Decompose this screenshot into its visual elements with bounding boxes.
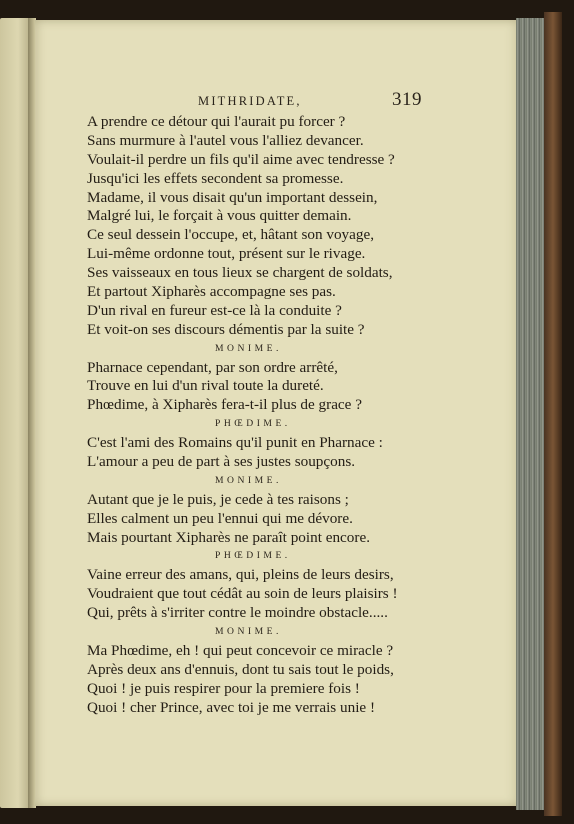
verse-line: Elles calment un peu l'ennui qui me dévore. bbox=[87, 509, 353, 527]
verse-line: Ma Phœdime, eh ! qui peut concevoir ce miracle ? bbox=[87, 641, 394, 659]
verse-line: Et partout Xipharès accompagne ses pas. bbox=[87, 283, 336, 301]
verse-line: Lui-même ordonne tout, présent sur le rivage. bbox=[87, 245, 366, 263]
facing-page-edge bbox=[0, 18, 30, 808]
verse-line: Autant que je le puis, je cede à tes raisons ; bbox=[87, 490, 349, 508]
verse-line: L'amour a peu de part à ses justes soupçons. bbox=[87, 453, 356, 471]
verse-line: A prendre ce détour qui l'aurait pu forcer ? bbox=[87, 113, 346, 130]
verse-line: Malgré lui, le forçait à vous quitter demain. bbox=[87, 207, 352, 225]
speaker-name: MONIME. bbox=[215, 626, 282, 638]
verse-line: C'est l'ami des Romains qu'il punit en Pharnace : bbox=[87, 434, 383, 452]
verse-line: Trouve en lui d'un rival toute la dureté. bbox=[87, 377, 324, 395]
verse-line: Voulait-il perdre un fils qu'il aime avec tendresse ? bbox=[87, 150, 395, 168]
page-number: 319 bbox=[392, 89, 422, 110]
speaker-name: PHŒDIME. bbox=[215, 550, 291, 562]
book-cover-edge bbox=[544, 12, 562, 816]
speaker-name: MONIME. bbox=[215, 342, 282, 354]
verse-text bbox=[87, 113, 507, 718]
verse-line: Qui, prêts à s'irriter contre le moindre obstacle..... bbox=[87, 604, 388, 622]
verse-line: Madame, il vous disait qu'un important dessein, bbox=[87, 188, 378, 206]
verse-line: Vaine erreur des amans, qui, pleins de leurs desirs, bbox=[87, 566, 394, 584]
running-head-title: MITHRIDATE, bbox=[198, 94, 302, 108]
verse-line: Sans murmure à l'autel vous l'alliez devancer. bbox=[87, 131, 364, 149]
verse-line: Jusqu'ici les effets secondent sa promesse. bbox=[87, 169, 344, 187]
verse-line: D'un rival en fureur est-ce là la conduite ? bbox=[87, 301, 342, 319]
speaker-name: PHŒDIME. bbox=[215, 418, 291, 430]
verse-line: Pharnace cependant, par son ordre arrêté, bbox=[87, 358, 338, 376]
page-edges bbox=[516, 18, 546, 810]
verse-line: Ses vaisseaux en tous lieux se chargent de soldats, bbox=[87, 264, 393, 282]
verse-line: Phœdime, à Xipharès fera-t-il plus de grace ? bbox=[87, 396, 362, 414]
verse-line: Quoi ! cher Prince, avec toi je me verrais unie ! bbox=[87, 698, 376, 716]
verse-line: Quoi ! je puis respirer pour la premiere fois ! bbox=[87, 679, 360, 697]
verse-line: Après deux ans d'ennuis, dont tu sais tout le poids, bbox=[87, 660, 394, 678]
verse-line: Mais pourtant Xipharès ne paraît point encore. bbox=[87, 528, 370, 546]
verse-line: Ce seul dessein l'occupe, et, hâtant son voyage, bbox=[87, 226, 374, 244]
verse-line: Voudraient que tout cédât au soin de leurs plaisirs ! bbox=[87, 585, 398, 603]
speaker-name: MONIME. bbox=[215, 474, 282, 486]
verse-line: Et voit-on ses discours démentis par la suite ? bbox=[87, 320, 365, 338]
